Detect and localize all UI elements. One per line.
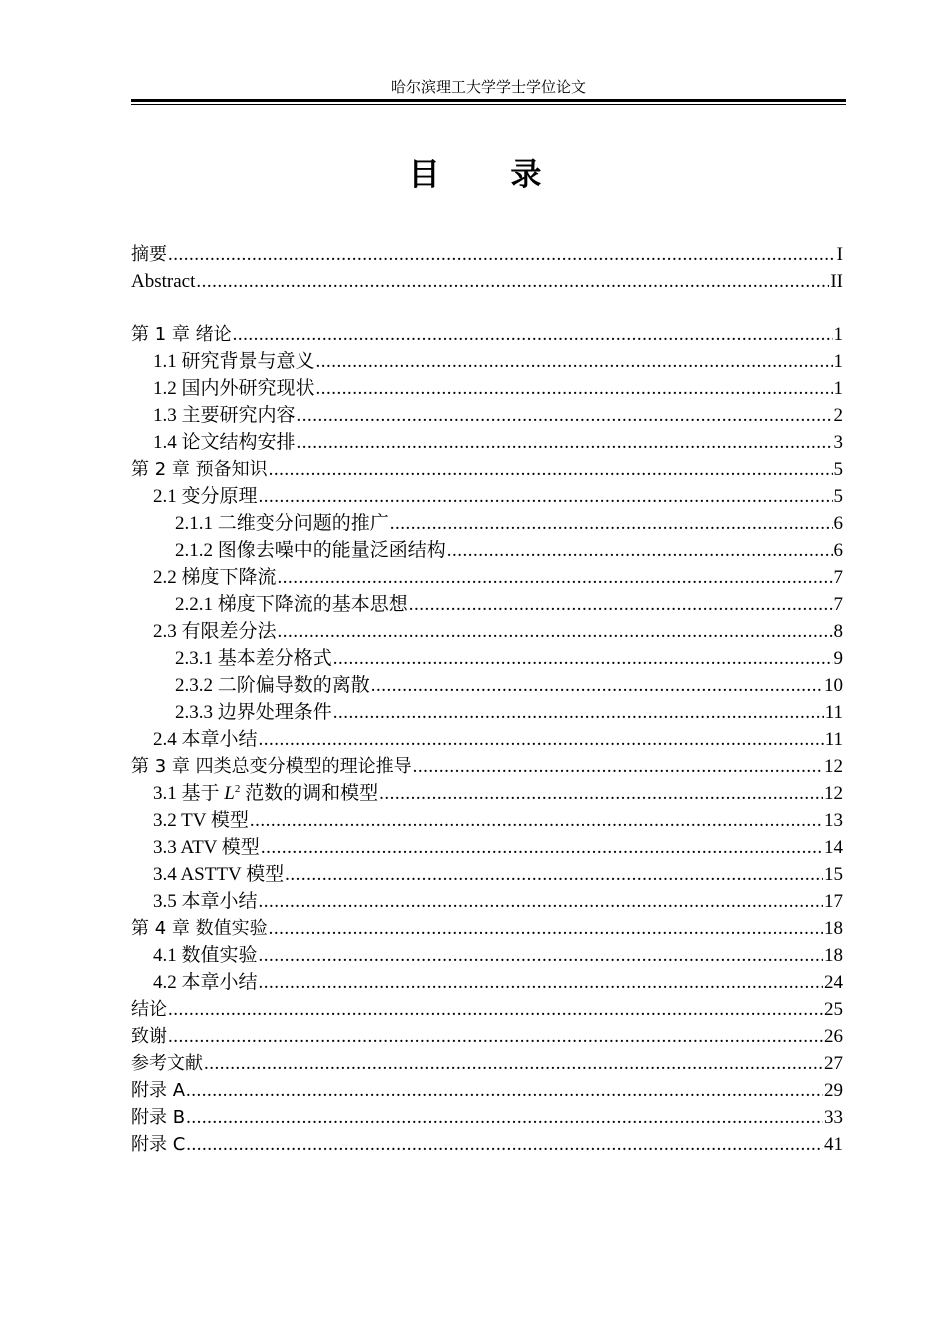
dot-leader [186,1104,823,1131]
toc-entry-label: 2.1.2 图像去噪中的能量泛函结构 [175,540,446,561]
toc-entry-page-number: 6 [833,513,843,534]
toc-entry-label: 2.3.1 基本差分格式 [175,648,332,669]
toc-entry-page-number: 3 [833,432,843,453]
toc-entry-label: 2.1 变分原理 [153,486,258,507]
toc-entry[interactable] [131,1023,843,1050]
dot-leader [285,861,823,888]
dot-leader [259,942,823,969]
toc-entry-label: 1.4 论文结构安排 [153,432,296,453]
dot-leader [196,268,829,295]
toc-entry-label: 2.1.1 二维变分问题的推广 [175,513,389,534]
dot-leader [233,321,833,348]
toc-entry[interactable] [131,321,843,348]
dot-leader [297,429,833,456]
toc-entry[interactable] [131,1131,843,1158]
toc-entry-label: 第 1 章 绪论 [131,324,232,345]
toc-entry-label-suffix: 范数的调和模型 [240,783,379,804]
toc-entry[interactable] [131,1104,843,1131]
toc-entry-page-number: 27 [824,1053,843,1074]
toc-entry-page-number: 25 [824,999,843,1020]
toc-entry-page-number: 9 [833,648,843,669]
toc-entry-label: 4.1 数值实验 [153,945,258,966]
dot-leader [278,618,833,645]
toc-entry[interactable] [131,537,843,564]
dot-leader [379,780,823,807]
toc-entry-label: 3.2 TV 模型 [153,810,249,831]
toc-entry[interactable] [131,241,843,268]
toc-entry-label: 2.4 本章小结 [153,729,258,750]
toc-entry-label: 1.1 研究背景与意义 [153,351,315,372]
toc-entry-page-number: II [830,271,843,292]
toc-entry-page-number: 2 [833,405,843,426]
dot-leader [447,537,833,564]
toc-entry-page-number: 13 [824,810,843,831]
dot-leader [269,456,833,483]
toc-entry-page-number: 12 [824,783,843,804]
toc-entry[interactable] [131,969,843,996]
toc-entry-label: 第 2 章 预备知识 [131,459,268,480]
dot-leader [168,1023,823,1050]
toc-entry[interactable] [131,996,843,1023]
toc-entry-label: 附录 C [131,1134,186,1155]
toc-entry[interactable] [131,645,843,672]
toc-entry[interactable] [131,564,843,591]
toc-entry[interactable] [131,861,843,888]
header-rule-thin [131,104,846,105]
math-superscript: 2 [234,783,241,795]
toc-entry-page-number: 6 [833,540,843,561]
toc-entry-label: 4.2 本章小结 [153,972,258,993]
dot-leader [269,915,823,942]
toc-entry-label: 1.2 国内外研究现状 [153,378,315,399]
toc-entry-label: 第 3 章 四类总变分模型的理论推导 [131,756,412,777]
dot-leader [409,591,833,618]
dot-leader [168,241,836,268]
dot-leader [186,1077,823,1104]
toc-entry-page-number: 24 [824,972,843,993]
toc-entry-label: 摘要 [131,244,167,265]
dot-leader [259,888,823,915]
toc-entry[interactable] [131,456,843,483]
table-of-contents [131,241,843,1158]
dot-leader [371,672,823,699]
toc-entry-page-number: 5 [833,459,843,480]
toc-entry-label: 3.5 本章小结 [153,891,258,912]
toc-entry-page-number: 41 [824,1134,843,1155]
toc-entry[interactable] [131,915,843,942]
toc-entry-page-number: 15 [824,864,843,885]
toc-entry[interactable] [131,591,843,618]
toc-entry-label [153,780,378,807]
dot-leader [316,348,833,375]
toc-entry[interactable] [131,618,843,645]
toc-entry[interactable] [131,726,843,753]
toc-entry-page-number: 7 [833,567,843,588]
toc-entry-label: 参考文献 [131,1053,203,1074]
dot-leader [333,645,833,672]
toc-entry[interactable] [131,942,843,969]
math-symbol [224,783,240,804]
dot-leader [297,402,833,429]
toc-entry-page-number: 18 [824,945,843,966]
header-rule-thick [131,99,846,102]
toc-entry[interactable] [131,375,843,402]
toc-entry[interactable] [131,429,843,456]
toc-entry-page-number: 33 [824,1107,843,1128]
toc-entry-label: 结论 [131,999,167,1020]
dot-leader [168,996,823,1023]
toc-entry[interactable] [131,483,843,510]
toc-entry-label: 致谢 [131,1026,167,1047]
dot-leader [333,699,824,726]
dot-leader [261,834,823,861]
dot-leader [316,375,833,402]
toc-entry-label: 2.3 有限差分法 [153,621,277,642]
toc-entry[interactable] [131,753,843,780]
dot-leader [204,1050,823,1077]
toc-entry-label: 2.3.2 二阶偏导数的离散 [175,675,370,696]
toc-entry-label: 第 4 章 数值实验 [131,918,268,939]
toc-entry[interactable] [131,510,843,537]
toc-entry-page-number: 8 [833,621,843,642]
toc-entry-page-number: 29 [824,1080,843,1101]
toc-title: 目 录 [408,157,572,193]
toc-entry-page-number: 5 [833,486,843,507]
toc-entry[interactable] [131,1050,843,1077]
toc-entry-page-number: 1 [833,351,843,372]
toc-entry[interactable] [131,834,843,861]
dot-leader [259,726,824,753]
toc-entry-page-number: 10 [824,675,843,696]
dot-leader [390,510,833,537]
math-variable: L [224,783,235,804]
dot-leader [250,807,823,834]
toc-entry[interactable] [131,888,843,915]
toc-entry[interactable] [131,699,843,726]
toc-entry[interactable] [131,672,843,699]
toc-entry-label: 附录 B [131,1107,186,1128]
toc-entry-label: Abstract [131,271,196,292]
toc-entry-label: 1.3 主要研究内容 [153,405,296,426]
toc-entry-page-number: 26 [824,1026,843,1047]
toc-entry-page-number: 1 [833,324,843,345]
toc-entry-label: 2.2 梯度下降流 [153,567,277,588]
dot-leader [413,753,823,780]
toc-entry-page-number: 17 [824,891,843,912]
dot-leader [278,564,833,591]
toc-entry[interactable] [131,402,843,429]
toc-entry-page-number: I [836,244,843,265]
toc-entry-label: 2.2.1 梯度下降流的基本思想 [175,594,408,615]
toc-entry[interactable] [131,1077,843,1104]
toc-entry[interactable] [131,807,843,834]
toc-entry[interactable] [131,780,843,807]
toc-entry[interactable] [131,268,843,295]
toc-entry-page-number: 11 [824,729,843,750]
toc-entry-label: 2.3.3 边界处理条件 [175,702,332,723]
toc-entry-page-number: 7 [833,594,843,615]
toc-entry-label-prefix: 3.1 基于 [153,783,225,804]
toc-entry[interactable] [131,348,843,375]
toc-entry-page-number: 1 [833,378,843,399]
running-header: 哈尔滨理工大学学士学位论文 [390,80,586,96]
toc-entry-page-number: 11 [824,702,843,723]
toc-entry-label: 3.3 ATV 模型 [153,837,260,858]
toc-entry-label: 3.4 ASTTV 模型 [153,864,285,885]
dot-leader [259,483,833,510]
dot-leader [186,1131,823,1158]
toc-entry-page-number: 18 [824,918,843,939]
toc-entry-label: 附录 A [131,1080,186,1101]
toc-entry-page-number: 12 [824,756,843,777]
toc-entry-page-number: 14 [824,837,843,858]
dot-leader [259,969,823,996]
